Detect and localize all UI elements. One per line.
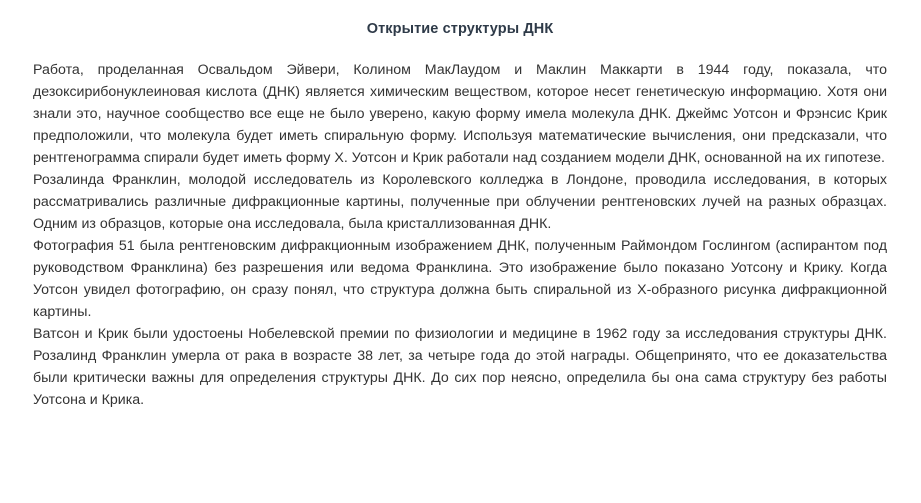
paragraph-photo-51: Фотография 51 была рентгеновским дифракционным изображением ДНК, полученным Раймондом Гослингом (аспирантом под руководством Франклина) без разрешения или ведома Франклина. Это изображение было показано Уотсону и Крику. Когда Уотсон увидел фотографию, он сразу понял, что структура должна быть спиральной из X-образного рисунка дифракционной картины. <box>33 238 887 320</box>
paragraph-avery-watson-crick: Работа, проделанная Освальдом Эйвери, Колином МакЛаудом и Маклин Маккарти в 1944 году, показала, что дезоксирибонуклеиновая кислота (ДНК) является химическим веществом, которое несет генетическую информацию. Хотя они знали это, научное сообщество все еще не было уверено, какую форму имела молекула ДНК. Джеймс Уотсон и Фрэнсис Крик предположили, что молекула будет иметь спиральную форму. Используя математические вычисления, они предсказали, что рентгенограмма спирали будет иметь форму X. Уотсон и Крик работали над созданием модели ДНК, основанной на их гипотезе. <box>33 62 887 166</box>
document-body <box>33 59 887 411</box>
paragraph-rosalind-franklin: Розалинда Франклин, молодой исследователь из Королевского колледжа в Лондоне, проводила исследования, в которых рассматривались различные дифракционные картины, полученные при облучении рентгеновских лучей на разных образцах. Одним из образцов, которые она исследовала, была кристаллизованная ДНК. <box>33 172 887 232</box>
document-title: Открытие структуры ДНК <box>366 21 554 37</box>
paragraph-nobel-prize: Ватсон и Крик были удостоены Нобелевской премии по физиологии и медицине в 1962 году за исследования структуры ДНК. Розалинд Франклин умерла от рака в возрасте 38 лет, за четыре года до этой награды. Общепринято, что ее доказательства были критически важны для определения структуры ДНК. До сих пор неясно, определила бы она сама структуру без работы Уотсона и Крика. <box>33 326 887 408</box>
